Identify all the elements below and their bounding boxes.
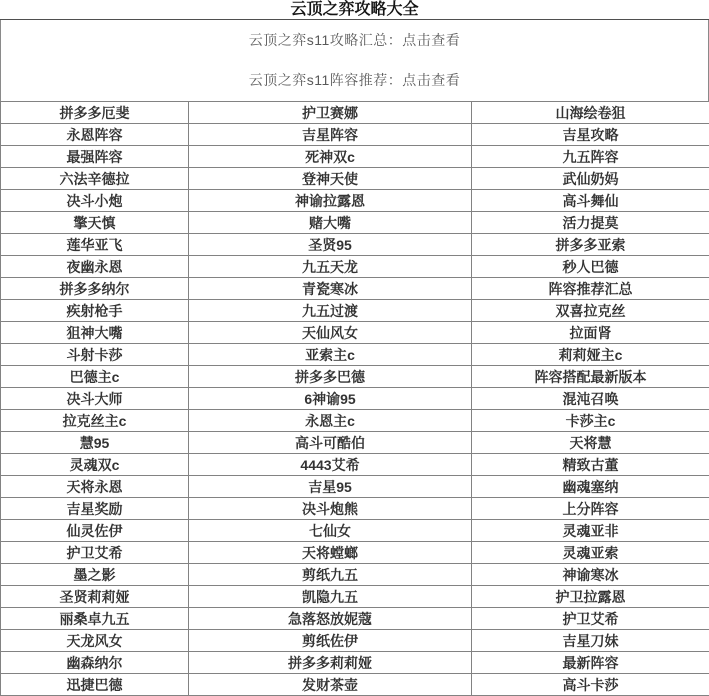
guide-link-cell[interactable]: 拉面肾 bbox=[472, 322, 709, 344]
guide-link-cell[interactable]: 剪纸佐伊 bbox=[189, 630, 472, 652]
guide-table-body bbox=[1, 102, 709, 696]
guide-link-cell[interactable]: 永恩阵容 bbox=[1, 124, 189, 146]
guide-link-cell[interactable]: 高斗舞仙 bbox=[472, 190, 709, 212]
table-row bbox=[1, 212, 709, 234]
guide-link-cell[interactable]: 护卫艾希 bbox=[472, 608, 709, 630]
guide-link-cell[interactable]: 护卫艾希 bbox=[1, 542, 189, 564]
guide-link-cell[interactable]: 最强阵容 bbox=[1, 146, 189, 168]
lineup-recommend-view-link[interactable]: 点击查看 bbox=[402, 72, 461, 88]
guide-link-cell[interactable]: 凯隐九五 bbox=[189, 586, 472, 608]
guide-link-cell[interactable]: 6神谕95 bbox=[189, 388, 472, 410]
guide-link-cell[interactable]: 幽魂塞纳 bbox=[472, 476, 709, 498]
guide-link-cell[interactable]: 丽桑卓九五 bbox=[1, 608, 189, 630]
guide-table bbox=[0, 101, 709, 696]
guide-link-cell[interactable]: 圣贤95 bbox=[189, 234, 472, 256]
guide-link-cell[interactable]: 拼多多莉莉娅 bbox=[189, 652, 472, 674]
subtitle-strategy-summary-label: 云顶之弈s11攻略汇总： bbox=[248, 32, 403, 48]
guide-link-cell[interactable]: 拼多多亚索 bbox=[472, 234, 709, 256]
guide-link-cell[interactable]: 拼多多纳尔 bbox=[1, 278, 189, 300]
guide-link-cell[interactable]: 墨之影 bbox=[1, 564, 189, 586]
table-row bbox=[1, 674, 709, 696]
guide-link-cell[interactable]: 九五天龙 bbox=[189, 256, 472, 278]
guide-link-cell[interactable]: 吉星奖励 bbox=[1, 498, 189, 520]
guide-link-cell[interactable]: 幽森纳尔 bbox=[1, 652, 189, 674]
strategy-summary-view-link[interactable]: 点击查看 bbox=[402, 32, 461, 48]
guide-link-cell[interactable]: 仙灵佐伊 bbox=[1, 520, 189, 542]
guide-link-cell[interactable]: 剪纸九五 bbox=[189, 564, 472, 586]
guide-link-cell[interactable]: 活力提莫 bbox=[472, 212, 709, 234]
guide-link-cell[interactable]: 拉克丝主c bbox=[1, 410, 189, 432]
table-row bbox=[1, 102, 709, 124]
guide-link-cell[interactable]: 发财茶壶 bbox=[189, 674, 472, 696]
guide-link-cell[interactable]: 疾射枪手 bbox=[1, 300, 189, 322]
guide-link-cell[interactable]: 吉星阵容 bbox=[189, 124, 472, 146]
guide-link-cell[interactable]: 迅捷巴德 bbox=[1, 674, 189, 696]
guide-link-cell[interactable]: 拼多多巴德 bbox=[189, 366, 472, 388]
guide-link-cell[interactable]: 吉星95 bbox=[189, 476, 472, 498]
guide-link-cell[interactable]: 拼多多厄斐 bbox=[1, 102, 189, 124]
guide-link-cell[interactable]: 山海绘卷狙 bbox=[472, 102, 709, 124]
guide-link-cell[interactable]: 最新阵容 bbox=[472, 652, 709, 674]
guide-link-cell[interactable]: 天龙风女 bbox=[1, 630, 189, 652]
guide-link-cell[interactable]: 精致古董 bbox=[472, 454, 709, 476]
guide-link-cell[interactable]: 灵魂亚非 bbox=[472, 520, 709, 542]
guide-link-cell[interactable]: 上分阵容 bbox=[472, 498, 709, 520]
guide-link-cell[interactable]: 莲华亚飞 bbox=[1, 234, 189, 256]
table-row bbox=[1, 652, 709, 674]
guide-link-cell[interactable]: 永恩主c bbox=[189, 410, 472, 432]
table-row bbox=[1, 256, 709, 278]
guide-link-cell[interactable]: 青瓷寒冰 bbox=[189, 278, 472, 300]
guide-link-cell[interactable]: 赌大嘴 bbox=[189, 212, 472, 234]
guide-link-cell[interactable]: 夜幽永恩 bbox=[1, 256, 189, 278]
guide-link-cell[interactable]: 卡莎主c bbox=[472, 410, 709, 432]
guide-link-cell[interactable]: 狙神大嘴 bbox=[1, 322, 189, 344]
guide-link-cell[interactable]: 秒人巴德 bbox=[472, 256, 709, 278]
guide-link-cell[interactable]: 决斗小炮 bbox=[1, 190, 189, 212]
table-row bbox=[1, 146, 709, 168]
guide-link-cell[interactable]: 莉莉娅主c bbox=[472, 344, 709, 366]
table-row bbox=[1, 454, 709, 476]
guide-link-cell[interactable]: 护卫赛娜 bbox=[189, 102, 472, 124]
subtitle-strategy-summary bbox=[1, 20, 708, 60]
guide-link-cell[interactable]: 混沌召唤 bbox=[472, 388, 709, 410]
table-row bbox=[1, 410, 709, 432]
guide-link-cell[interactable]: 双喜拉克丝 bbox=[472, 300, 709, 322]
table-row bbox=[1, 498, 709, 520]
table-row bbox=[1, 432, 709, 454]
guide-link-cell[interactable]: 六法辛德拉 bbox=[1, 168, 189, 190]
guide-link-cell[interactable]: 擎天慎 bbox=[1, 212, 189, 234]
guide-link-cell[interactable]: 神谕拉露恩 bbox=[189, 190, 472, 212]
table-row bbox=[1, 586, 709, 608]
subtitle-lineup-recommend-label: 云顶之弈s11阵容推荐： bbox=[248, 72, 403, 88]
guide-link-cell[interactable]: 护卫拉露恩 bbox=[472, 586, 709, 608]
table-row bbox=[1, 520, 709, 542]
guide-link-cell[interactable]: 吉星攻略 bbox=[472, 124, 709, 146]
guide-link-cell[interactable]: 慧95 bbox=[1, 432, 189, 454]
table-row bbox=[1, 300, 709, 322]
subtitle-area bbox=[0, 20, 709, 101]
guide-link-cell[interactable]: 阵容搭配最新版本 bbox=[472, 366, 709, 388]
table-row bbox=[1, 234, 709, 256]
guide-link-cell[interactable]: 天将永恩 bbox=[1, 476, 189, 498]
table-row bbox=[1, 278, 709, 300]
table-row bbox=[1, 344, 709, 366]
table-row bbox=[1, 388, 709, 410]
guide-link-cell[interactable]: 灵魂亚索 bbox=[472, 542, 709, 564]
guide-link-cell[interactable]: 高斗卡莎 bbox=[472, 674, 709, 696]
guide-link-cell[interactable]: 登神天使 bbox=[189, 168, 472, 190]
guide-link-cell[interactable]: 天仙风女 bbox=[189, 322, 472, 344]
guide-link-cell[interactable]: 亚索主c bbox=[189, 344, 472, 366]
guide-link-cell[interactable]: 九五过渡 bbox=[189, 300, 472, 322]
guide-link-cell[interactable]: 天将慧 bbox=[472, 432, 709, 454]
table-row bbox=[1, 630, 709, 652]
guide-link-cell[interactable]: 急落怒放妮蔻 bbox=[189, 608, 472, 630]
guide-link-cell[interactable]: 七仙女 bbox=[189, 520, 472, 542]
guide-link-cell[interactable]: 圣贤莉莉娅 bbox=[1, 586, 189, 608]
guide-link-cell[interactable]: 吉星刀妹 bbox=[472, 630, 709, 652]
guide-link-cell[interactable]: 斗射卡莎 bbox=[1, 344, 189, 366]
guide-link-cell[interactable]: 决斗炮熊 bbox=[189, 498, 472, 520]
table-row bbox=[1, 564, 709, 586]
guide-link-cell[interactable]: 灵魂双c bbox=[1, 454, 189, 476]
table-row bbox=[1, 366, 709, 388]
table-row bbox=[1, 168, 709, 190]
guide-link-cell[interactable]: 武仙奶妈 bbox=[472, 168, 709, 190]
table-row bbox=[1, 542, 709, 564]
guide-link-cell[interactable]: 死神双c bbox=[189, 146, 472, 168]
table-row bbox=[1, 190, 709, 212]
guide-link-cell[interactable]: 决斗大师 bbox=[1, 388, 189, 410]
table-row bbox=[1, 124, 709, 146]
guide-link-cell[interactable]: 天将螳螂 bbox=[189, 542, 472, 564]
guide-link-cell[interactable]: 巴德主c bbox=[1, 366, 189, 388]
table-row bbox=[1, 322, 709, 344]
table-row bbox=[1, 608, 709, 630]
guide-link-cell[interactable]: 4443艾希 bbox=[189, 454, 472, 476]
page-title: 云顶之弈攻略大全 bbox=[0, 0, 709, 20]
guide-link-cell[interactable]: 神谕寒冰 bbox=[472, 564, 709, 586]
guide-link-cell[interactable]: 阵容推荐汇总 bbox=[472, 278, 709, 300]
table-row bbox=[1, 476, 709, 498]
guide-link-cell[interactable]: 九五阵容 bbox=[472, 146, 709, 168]
guide-link-cell[interactable]: 高斗可酷伯 bbox=[189, 432, 472, 454]
subtitle-lineup-recommend bbox=[1, 60, 708, 100]
